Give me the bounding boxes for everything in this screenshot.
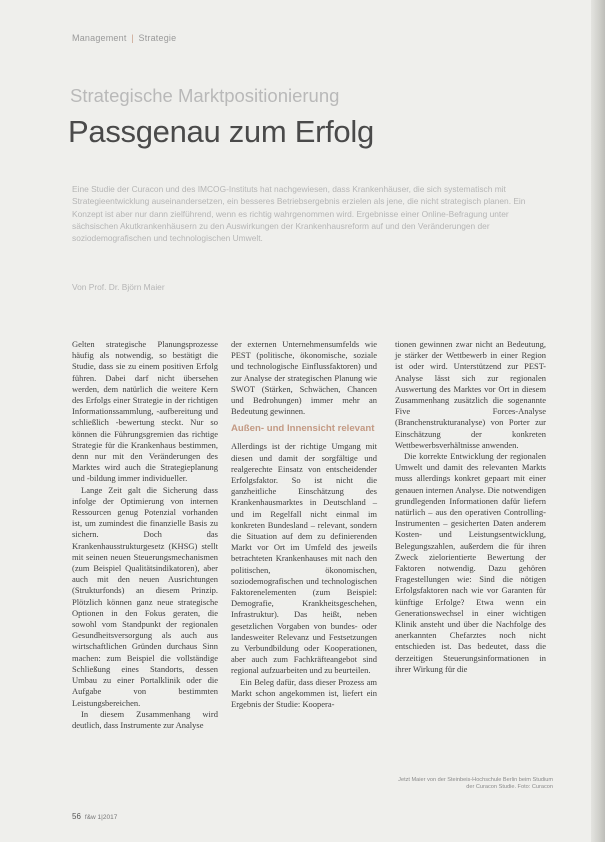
subsection-label: Strategie xyxy=(138,33,177,43)
paragraph: tionen gewinnen zwar nicht an Bedeutung, je stärker der Wettbewerb in einer Region ist oder wird. Unterstützend zur PEST-Analyse lässt sich zur regionalen Auswertung des Marktes vor Ort in diesem Zusammenhang zusätzlich die sogenannte Five Forces-Analyse (Branchenstrukturanalyse) von Porter zur Einschätzung der konkreten Wettbewerbsverhältnisse anwenden. xyxy=(395,339,546,450)
paragraph: der externen Unternehmensumfelds wie PEST (politische, ökonomische, soziale und technologische Einflussfaktoren) und zur Analyse der strategischen Planung wie SWOT (Stärken, Schwächen, Chancen und Bedrohungen) immer mehr an Bedeutung gewinnen. xyxy=(231,339,377,417)
text-column-2 xyxy=(231,339,377,710)
paragraph: Die korrekte Entwicklung der regionalen Umwelt und damit des relevanten Markts muss allerdings konkret gepaart mit einer genauen internen Analyse. Die notwendigen grundlegenden Informationen dafür liefern natürlich – aus den operativen Controlling-Instrumenten – gesicherten Daten anderem Kosten- und Leistungsentwicklung, Belegungszahlen, außerdem die für ihren Zweck zielorientierte Bewertung der Faktoren notwendig. Dazu gehören Fragestellungen wie: Sind die nötigen Erfolgsfaktoren nach wie vor Garanten für künftige Erfolge? Etwa wenn ein Generationswechsel in einer wichtigen Klinik ansteht und über die Nachfolge des anerkannten Chefarztes noch nicht entschieden ist. Das bedeutet, dass die derzeitigen Steuerungsinformationen in ihrer Wirkung für die xyxy=(395,451,546,674)
paragraph: Ein Beleg dafür, dass dieser Prozess am Markt schon angekommen ist, liefert ein Ergebnis der Studie: Koopera- xyxy=(231,676,377,710)
article-subheading: Außen- und Innensicht relevant xyxy=(231,423,375,435)
section-rubric xyxy=(72,33,176,43)
article-byline: Von Prof. Dr. Björn Maier xyxy=(72,282,165,292)
section-label: Management xyxy=(72,33,127,43)
photo-caption: Jetzt Maier von der Steinbeis-Hochschule Berlin beim Studium der Curacon Studie. Foto: Curacon xyxy=(398,777,553,790)
paragraph: Gelten strategische Planungsprozesse häufig als notwendig, so bestätigt die Studie, dass sie zu einem positiven Erfolg führen. Dabei darf nicht übersehen werden, dem natürlich die weitere Kern des Erfolgs einer Strategie in der richtigen Informationssammlung, -aufbereitung und schließlich -bewertung steckt. Nur so können die Führungsgremien das richtige Strategie für die Krankenhaus bestimmen, denn nur mit den Veränderungen des Marktes wird auch die Strategieplanung und -bildung immer individueller. xyxy=(72,339,218,484)
article-kicker: Strategische Marktpositionierung xyxy=(70,85,340,106)
paragraph: Lange Zeit galt die Sicherung dass infolge der Optimierung von internen Ressourcen genug Potenzial vorhanden ist, um zumindest die finanzielle Basis zu sichern. Doch das Krankenhausstrukturgesetz (KHSG) stellt mit seinen neuen Steuerungsmechanismen (zum Beispiel Qualitätsindikatoren), aber auch mit den neuen Ausrichtungen (Strukturfonds) an diesem Prinzip. Plötzlich können ganz neue strategische Optionen in den Fokus geraten, die sowohl vom Standpunkt der regionalen Gesundheitsversorgung als auch aus wirtschaftlichen Gründen durchaus Sinn machen: zum Beispiel die vollständige Schließung eines Standorts, dessen Umbau zu einer Portalklinik oder die Aufgabe von bestimmten Leistungsbereichen. xyxy=(72,484,218,708)
paragraph: Allerdings ist der richtige Umgang mit diesen und damit der sorgfältige und realgerechte Einsatz von entscheidender Erfolgsfaktor. So ist nicht die ganzheitliche Einschätzung des Krankenhausmarktes in Deutschland – und im Regelfall nicht einmal im konkreten Bundesland – relevant, sondern die Situation auf dem zu definierenden Markt vor Ort im Umfeld des jeweils betrachteten Krankenhauses mit nach den politischen, ökonomischen, soziodemografischen und technologischen Faktorenelementen (zum Beispiel: Demografie, Krankheitsgeschehen, Infrastruktur). Das heißt, neben gesetzlichen Vorgaben von bundes- oder landesweiter Relevanz und Festsetzungen zu Verbundbildung oder Kooperationen, aber auch zum Fachkräfteangebot sind regional aufzuarbeiten und zu beurteilen. xyxy=(231,441,377,676)
page-spine-shadow xyxy=(591,0,605,842)
article-lead: Eine Studie der Curacon und des IMCOG-Instituts hat nachgewiesen, dass Krankenhäuser, die sich systematisch mit Strategieentwicklung auseinandersetzen, ein besseres Betriebsergebnis erzielen als jene, die nicht strategisch planen. Ein Konzept ist aber nur dann zielführend, wenn es richtig wahrgenommen wird. Ergebnisse einer Online-Befragung unter sächsischen Akutkrankenhäusern zu den Auswirkungen der Krankenhausreform auf und den Veränderungen der soziodemografischen und technologischen Umwelt. xyxy=(72,184,526,244)
text-column-3 xyxy=(395,339,546,675)
text-column-1 xyxy=(72,339,218,731)
paragraph: In diesem Zusammenhang wird deutlich, dass Instrumente zur Analyse xyxy=(72,708,218,730)
page-number: 56 xyxy=(72,812,81,821)
section-separator: | xyxy=(131,33,134,43)
article-headline: Passgenau zum Erfolg xyxy=(68,114,374,149)
page-folio xyxy=(72,812,117,821)
magazine-name: f&w 1|2017 xyxy=(84,814,118,821)
